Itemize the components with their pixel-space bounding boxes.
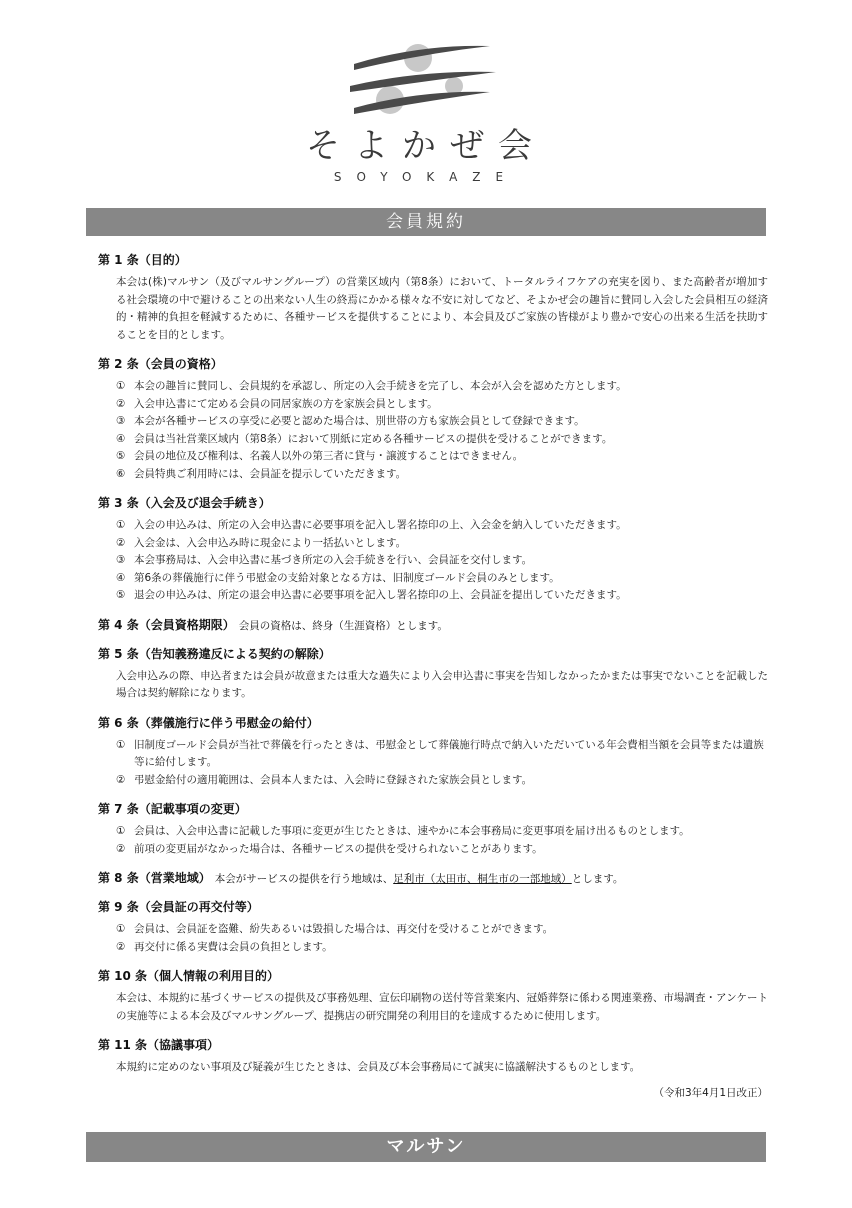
list-item: ② 前項の変更届がなかった場合は、各種サービスの提供を受けられないことがあります。 [116, 842, 543, 855]
article-heading: 第 6 条（葬儀施行に伴う弔慰金の給付） [98, 715, 319, 730]
revision-date: （令和3年4月1日改正） [653, 1086, 768, 1099]
article-item-list [116, 737, 768, 790]
list-item: ③ 本会が各種サービスの享受に必要と認めた場合は、別世帯の方も家族会員として登録できます。 [116, 415, 585, 427]
brand-name-en: SOYOKAZE [333, 170, 519, 184]
list-item: ② 再交付に係る実費は会員の負担とします。 [116, 940, 333, 953]
article-7 [98, 801, 768, 858]
article-11 [98, 1037, 768, 1077]
article-heading: 第 8 条（営業地域） 本会がサービスの提供を行う地域は、足利市（太田市、桐生市の一部地域）とします。 [98, 871, 624, 885]
list-item: ② 入会金は、入会申込み時に現金により一括払いとします。 [116, 536, 407, 549]
article-heading: 第 1 条（目的） [98, 253, 187, 267]
article-9 [98, 899, 768, 956]
article-heading: 第 2 条（会員の資格） [98, 357, 223, 371]
list-item: ① 本会の趣旨に賛同し、会員規約を承認し、所定の入会手続きを完了し、本会が入会を認めた方とします。 [116, 380, 627, 392]
list-item: ① 会員は、会員証を盗難、紛失あるいは毀損した場合は、再交付を受けることができます。 [116, 923, 554, 935]
article-8 [98, 870, 768, 887]
list-item: ② 弔慰金給付の適用範囲は、会員本人または、入会時に登録された家族会員とします。 [116, 773, 533, 786]
footer-bar [86, 1132, 766, 1162]
article-inline-text: 本会がサービスの提供を行う地域は、足利市（太田市、桐生市の一部地域）とします。 [214, 873, 624, 885]
article-heading: 第 10 条（個人情報の利用目的） [98, 969, 280, 983]
list-item: ① 会員は、入会申込書に記載した事項に変更が生じたときは、速やかに本会事務局に変更事項を届け出るものとします。 [116, 825, 690, 837]
article-item-list [116, 823, 768, 858]
list-item: ④ 会員は当社営業区域内（第8条）において別紙に定める各種サービスの提供を受けることができます。 [116, 432, 613, 445]
terms-content [98, 252, 768, 1100]
list-item: ② 入会申込書にて定める会員の同居家族の方を家族会員とします。 [116, 397, 438, 410]
article-item-list [116, 378, 768, 483]
article-1 [98, 252, 768, 344]
article-body: 本会は(株)マルサン（及びマルサングループ）の営業区域内（第8条）において、トータルライフケアの充実を図り、また高齢者が増加する社会環境の中で避けることの出来ない人生の終焉にかかる様々な不安に対してなど、そよかぜ会の趣旨に賛同し入会した会員相互の経済的・精神的負担を軽減するために、各種サービスを提供することにより、本会員及びご家族の皆様がより豊かで安心の出来る生活を扶助することを目的とします。 [116, 276, 768, 341]
company-logo-text: マルサン [386, 1136, 466, 1157]
list-item: ⑤ 退会の申込みは、所定の退会申込書に必要事項を記入し署名捺印の上、会員証を提出していただきます。 [116, 589, 627, 601]
article-3 [98, 495, 768, 605]
article-item-list [116, 921, 768, 956]
article-item-list [116, 517, 768, 605]
article-body: 本会は、本規約に基づくサービスの提供及び事務処理、宣伝印刷物の送付等営業案内、冠婚葬祭に係わる関連業務、市場調査・アンケートの実施等による本会及びマルサングループ、提携店の研究開発の利用目的を達成するために使用します。 [116, 992, 768, 1022]
document-title-bar [86, 208, 766, 236]
list-item: ① 入会の申込みは、所定の入会申込書に必要事項を記入し署名捺印の上、入会金を納入していただきます。 [116, 519, 627, 531]
article-6 [98, 715, 768, 790]
article-body: 本規約に定めのない事項及び疑義が生じたときは、会員及び本会事務局にて誠実に協議解決するものとします。 [116, 1061, 641, 1073]
article-5 [98, 646, 768, 703]
article-heading: 第 4 条（会員資格期限） 会員の資格は、終身（生涯資格）とします。 [98, 617, 448, 632]
article-inline-text: 会員の資格は、終身（生涯資格）とします。 [238, 619, 448, 632]
article-heading: 第 9 条（会員証の再交付等） [98, 900, 259, 914]
article-heading: 第 7 条（記載事項の変更） [98, 802, 247, 816]
list-item: ⑤ 会員の地位及び権利は、名義人以外の第三者に貸与・譲渡することはできません。 [116, 450, 524, 462]
article-body: 入会申込みの際、申込者または会員が故意または重大な過失により入会申込書に事実を告知しなかったかまたは事実でないことを記載した場合は契約解除になります。 [116, 669, 768, 699]
brand-name-jp: そよかぜ会 [306, 126, 546, 166]
list-item: ① 旧制度ゴールド会員が当社で葬儀を行ったときは、弔慰金として葬儀施行時点で納入いただいている年会費相当額を会員等または遺族等に給付します。 [116, 738, 764, 768]
article-heading: 第 3 条（入会及び退会手続き） [98, 496, 271, 510]
service-area-text: 足利市（太田市、桐生市の一部地域） [393, 873, 572, 885]
list-item: ④ 第6条の葬儀施行に伴う弔慰金の支給対象となる方は、旧制度ゴールド会員のみとします。 [116, 571, 560, 584]
article-10 [98, 968, 768, 1025]
soyokaze-logo-icon [340, 40, 510, 120]
list-item: ③ 本会事務局は、入会申込書に基づき所定の入会手続きを行い、会員証を交付します。 [116, 554, 533, 566]
article-4 [98, 617, 768, 634]
article-heading: 第 11 条（協議事項） [98, 1038, 220, 1052]
article-2 [98, 356, 768, 483]
list-item: ⑥ 会員特典ご利用時には、会員証を提示していただきます。 [116, 467, 407, 480]
article-heading: 第 5 条（告知義務違反による契約の解除） [98, 646, 331, 661]
document-title: 会員規約 [386, 212, 466, 232]
